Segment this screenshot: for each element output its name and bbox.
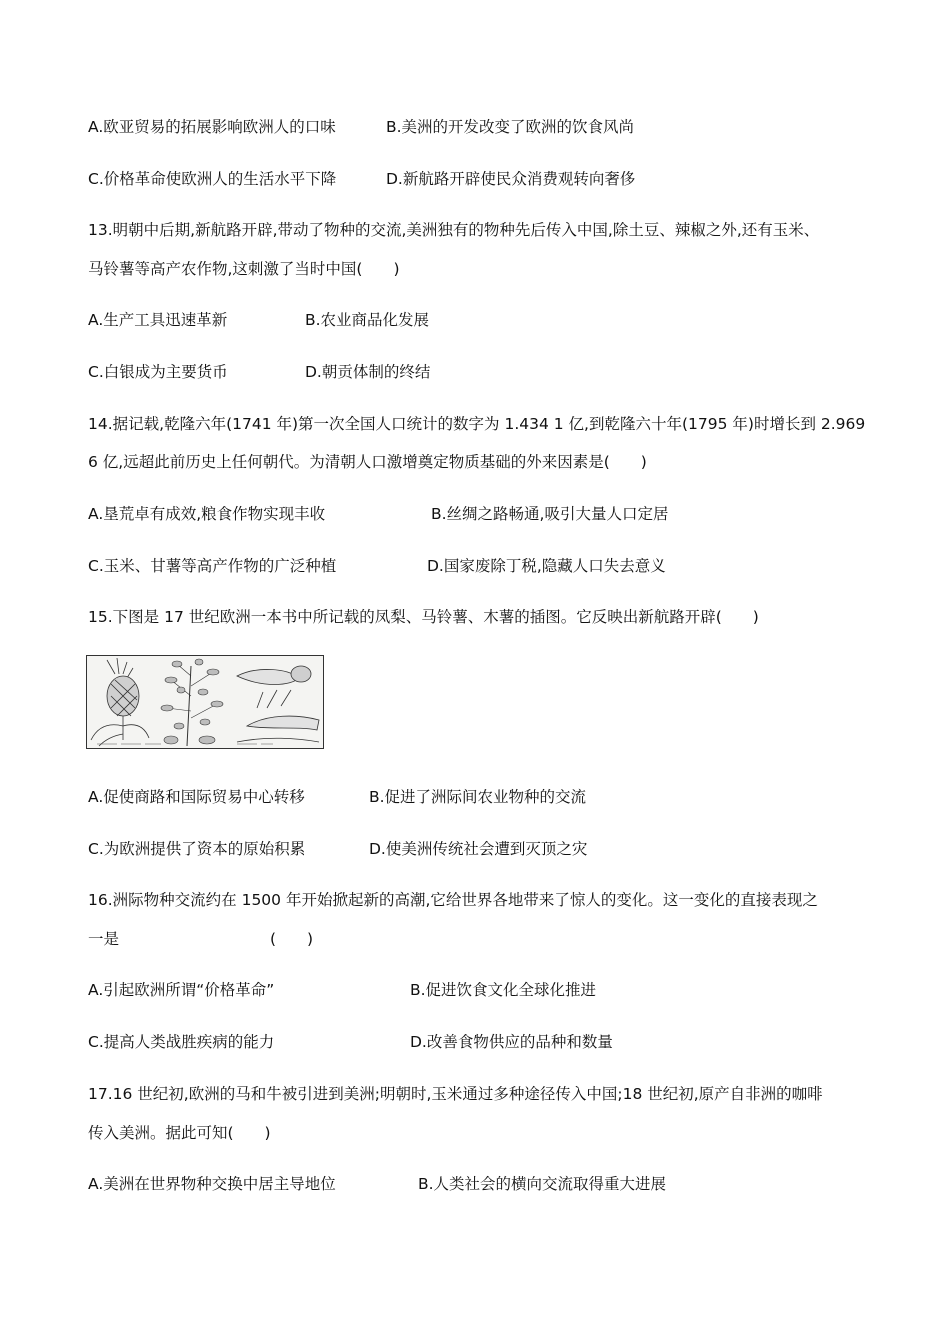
q16-option-b: B.促进饮食文化全球化推进 xyxy=(410,981,597,999)
q16-option-d: D.改善食物供应的品种和数量 xyxy=(410,1033,613,1051)
q14-stem-line2: 6 亿,远超此前历史上任何朝代。为清朝人口激增奠定物质基础的外来因素是( ) xyxy=(88,453,647,471)
q12-option-b: B.美洲的开发改变了欧洲的饮食风尚 xyxy=(386,118,635,136)
q13-stem-line2: 马铃薯等高产农作物,这刺激了当时中国( ) xyxy=(88,260,400,278)
q15-option-d: D.使美洲传统社会遭到灭顶之灾 xyxy=(369,840,588,858)
cassava-drawing xyxy=(237,666,319,742)
q14-option-a: A.垦荒卓有成效,粮食作物实现丰收 xyxy=(88,505,326,523)
q17-option-b: B.人类社会的横向交流取得重大进展 xyxy=(418,1175,667,1193)
q15-option-b: B.促进了洲际间农业物种的交流 xyxy=(369,788,587,806)
q13-option-a: A.生产工具迅速革新 xyxy=(88,311,228,329)
q16-option-a: A.引起欧洲所谓“价格革命” xyxy=(88,981,275,999)
q14-stem-line1: 14.据记载,乾隆六年(1741 年)第一次全国人口统计的数字为 1.434 1 亿,到乾隆六十年(1795 年)时增长到 2.969 xyxy=(88,415,866,433)
potato-plant-drawing xyxy=(161,659,223,746)
q17-stem-line1: 17.16 世纪初,欧洲的马和牛被引进到美洲;明朝时,玉米通过多种途径传入中国;18 世纪初,原产自非洲的咖啡 xyxy=(88,1085,823,1103)
q16-stem-line2: 一是 xyxy=(88,930,120,948)
q16-stem-line1: 16.洲际物种交流约在 1500 年开始掀起新的高潮,它给世界各地带来了惊人的变化。这一变化的直接表现之 xyxy=(88,891,818,909)
plant-engraving-figure xyxy=(87,656,323,748)
q14-option-c: C.玉米、甘薯等高产作物的广泛种植 xyxy=(88,557,337,575)
q15-stem: 15.下图是 17 世纪欧洲一本书中所记载的凤梨、马铃薯、木薯的插图。它反映出新航路开辟( ) xyxy=(88,608,759,626)
q12-option-d: D.新航路开辟使民众消费观转向奢侈 xyxy=(386,170,636,188)
pineapple-drawing xyxy=(91,658,149,746)
q16-answer-bracket: ( ) xyxy=(270,930,314,948)
q14-option-d: D.国家废除丁税,隐藏人口失去意义 xyxy=(427,557,666,575)
botanical-illustration xyxy=(86,655,324,749)
q13-option-d: D.朝贡体制的终结 xyxy=(305,363,431,381)
q17-option-a: A.美洲在世界物种交换中居主导地位 xyxy=(88,1175,336,1193)
q13-option-c: C.白银成为主要货币 xyxy=(88,363,228,381)
q13-option-b: B.农业商品化发展 xyxy=(305,311,430,329)
q14-option-b: B.丝绸之路畅通,吸引大量人口定居 xyxy=(431,505,669,523)
q15-option-a: A.促使商路和国际贸易中心转移 xyxy=(88,788,305,806)
q12-option-c: C.价格革命使欧洲人的生活水平下降 xyxy=(88,170,337,188)
q16-option-c: C.提高人类战胜疾病的能力 xyxy=(88,1033,275,1051)
q15-option-c: C.为欧洲提供了资本的原始积累 xyxy=(88,840,306,858)
q12-option-a: A.欧亚贸易的拓展影响欧洲人的口味 xyxy=(88,118,336,136)
q13-stem-line1: 13.明朝中后期,新航路开辟,带动了物种的交流,美洲独有的物种先后传入中国,除土豆、辣椒之外,还有玉米、 xyxy=(88,221,820,239)
q17-stem-line2: 传入美洲。据此可知( ) xyxy=(88,1124,271,1142)
